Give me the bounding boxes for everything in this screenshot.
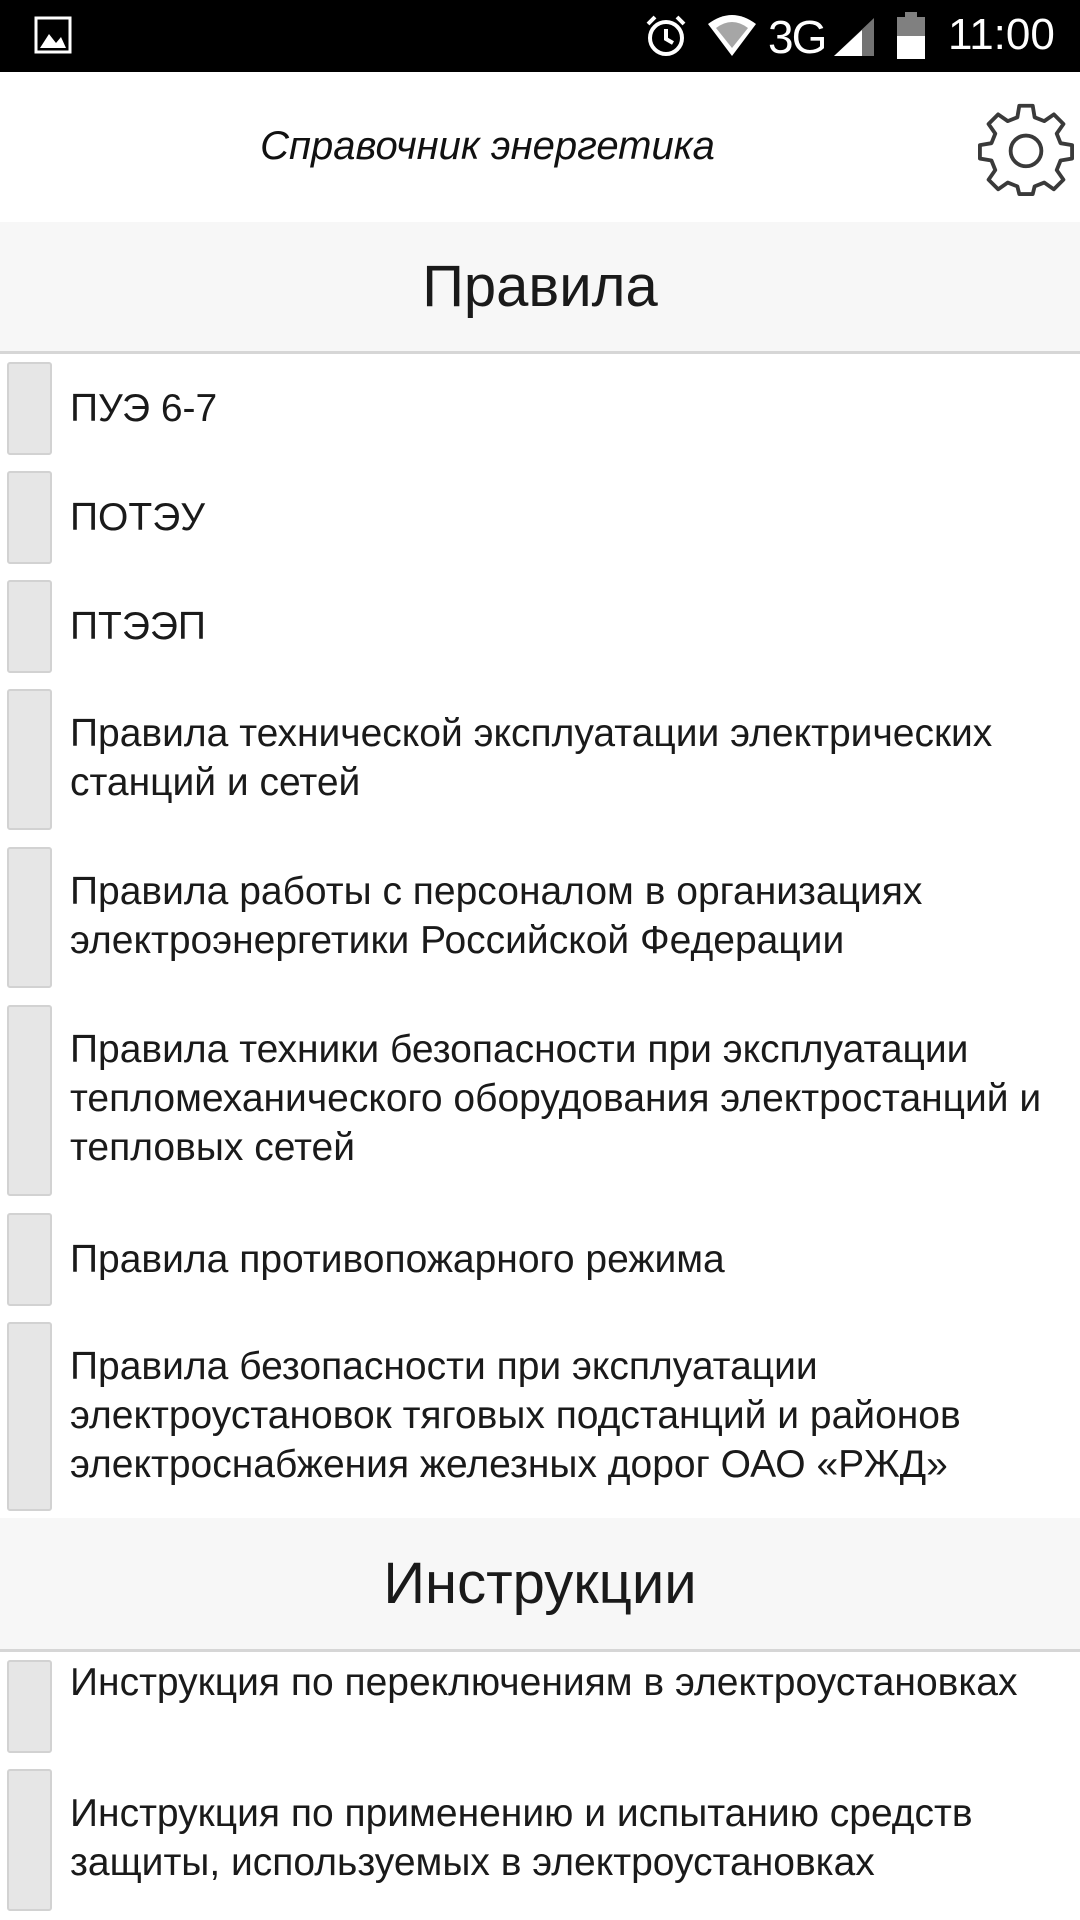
list-item-poteu[interactable] (0, 467, 1080, 568)
status-time: 11:00 (948, 10, 1055, 59)
item-marker (7, 1005, 52, 1196)
list-item-pue[interactable] (0, 358, 1080, 459)
list-item-switching-instruction[interactable] (0, 1656, 1080, 1757)
list-item-label: Правила безопасности при эксплуатации электроустановок тяговых подстанций и районов электроснабжения железных дорог ОАО «РЖД» (70, 1345, 961, 1486)
gear-icon (978, 183, 1074, 200)
wifi-icon (706, 14, 758, 63)
list-item-label: ПОТЭУ (70, 496, 205, 539)
battery-icon (896, 12, 926, 65)
list-item-label: ПТЭЭП (70, 605, 206, 648)
list-item-label: Правила работы с персоналом в организациях электроэнергетики Российской Федерации (70, 870, 923, 962)
list-item-rzd-safety[interactable] (0, 1318, 1080, 1515)
list-item-pte-stations[interactable] (0, 685, 1080, 834)
item-marker (7, 1322, 52, 1511)
list-item-label: Инструкция по применению и испытанию средств защиты, используемых в электроустановках (70, 1792, 973, 1884)
app-title: Справочник энергетика (260, 124, 715, 168)
item-marker (7, 847, 52, 988)
item-marker (7, 1213, 52, 1306)
settings-button[interactable] (978, 100, 1074, 196)
app-header (0, 72, 1080, 222)
list-item-safety-thermal[interactable] (0, 1001, 1080, 1200)
status-bar (0, 0, 1080, 72)
item-marker (7, 580, 52, 673)
item-marker (7, 362, 52, 455)
list-item-label: ПУЭ 6-7 (70, 387, 218, 430)
item-marker (7, 471, 52, 564)
signal-icon (832, 16, 876, 63)
section-header-rules: Правила (0, 222, 1080, 354)
section-header-instructions: Инструкции (0, 1518, 1080, 1652)
network-type: 3G (768, 11, 826, 63)
list-item-pteep[interactable] (0, 576, 1080, 677)
alarm-icon (642, 12, 690, 65)
image-notification-icon (34, 16, 72, 59)
list-item-protection-means[interactable] (0, 1765, 1080, 1915)
item-marker (7, 689, 52, 830)
list-item-label: Инструкция по переключениям в электроустановках (70, 1661, 1018, 1704)
list-item-fire-regime[interactable] (0, 1209, 1080, 1310)
item-marker (7, 1660, 52, 1753)
list-item-label: Правила техники безопасности при эксплуатации тепломеханического оборудования электростанций и тепловых сетей (70, 1028, 1042, 1169)
list-item-personnel-rules[interactable] (0, 843, 1080, 992)
list-item-label: Правила противопожарного режима (70, 1238, 725, 1281)
item-marker (7, 1769, 52, 1911)
list-item-label: Правила технической эксплуатации электрических станций и сетей (70, 712, 993, 804)
